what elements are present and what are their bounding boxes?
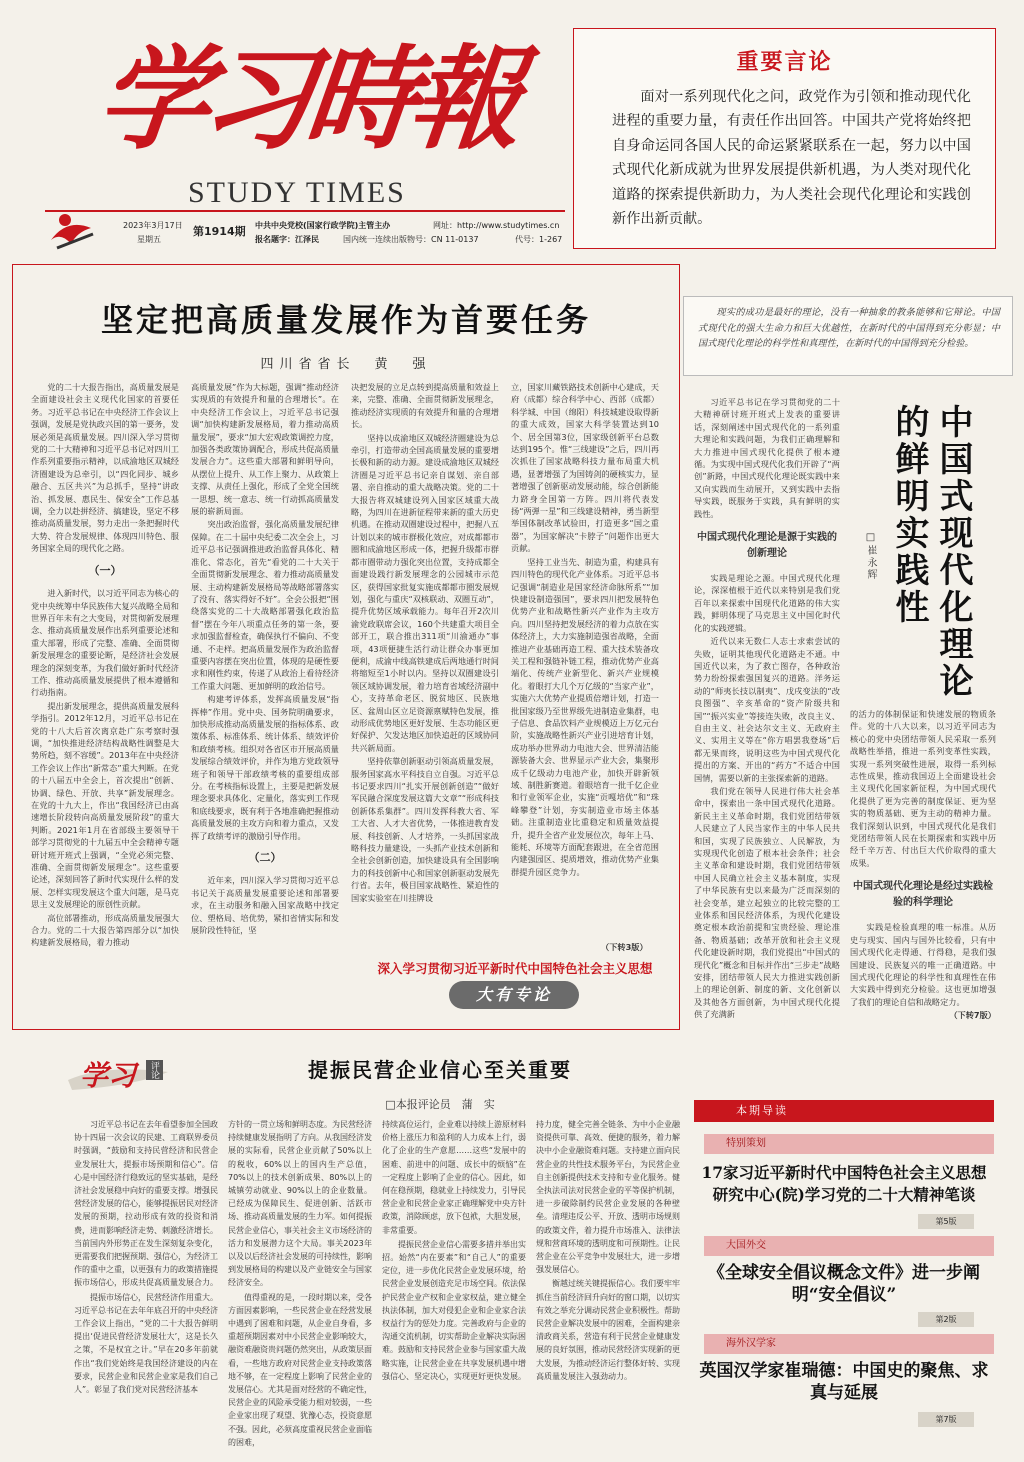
issue-number: 第1914期 bbox=[193, 225, 246, 238]
column-banner: 深入学习贯彻习近平新时代中国特色社会主义思想 bbox=[377, 961, 653, 976]
commentary-title[interactable]: 提振民营企业信心至关重要 bbox=[308, 1058, 572, 1082]
column-tag: 大有专论 bbox=[449, 981, 579, 1009]
paragraph: 方针的一贯立场和鲜明态度。为民营经济持续健康发展指明了方向。从我国经济发展的实际看，民营企业贡献了50%以上的税收，60%以上的国内生产总值，70%以上的技术创新成果、80%以上的城镇劳动就业、90%以上的企业数量。已经成为保障民生、促进创新、活跃市场、推动高质量发展的生力军。如何提振民营企业信心，事关社会主义市场经济的活力和发展潜力这个大局。事关2023年以及以后经济社会发展的可持续性，影响到发展格局的构建以及产业链安全与国家经济安全。 bbox=[228, 1120, 372, 1288]
important-remarks-body: 面对一系列现代化之问，政党作为引领和推动现代化进程的重要力量，有责任作出回答。中国共产党将始终把自身命运同各国人民的命运紧紧联系在一起，努力以中国式现代化新成就为世界发展提供新机遇，为人类对现代化道路的探索提供新助力，为人类社会现代化理论和实践创新作出新贡献。 bbox=[612, 89, 971, 228]
publication-info bbox=[45, 210, 565, 246]
lead-column-2 bbox=[191, 381, 339, 1013]
guide-item-page[interactable]: 第2版 bbox=[918, 1312, 974, 1327]
continued-note: （下转7版） bbox=[949, 1010, 996, 1021]
guide-item-title[interactable]: 《全球安全倡议概念文件》进一步阐明“安全倡议” bbox=[708, 1263, 980, 1305]
paragraph: 的活力的体制保证和快速发展的物质条件。党的十八大以来，以习近平同志为核心的党中央团结带领人民采取一系列战略性举措，推进一系列变革性实践，实现一系列突破性进展，取得一系列标志性成果，推动我国迈上全面建设社会主义现代化国家新征程，为中国式现代化提供了更为完善的制度保证、更为坚实的物质基础、更为主动的精神力量。我们深刻认识到，中国式现代化是我们党团结带领人民在长期探索和实践中历经千辛万苦、付出巨大代价取得的重大成果。 bbox=[850, 709, 996, 868]
paragraph: 坚持以成渝地区双城经济圈建设为总牵引，打造带动全国高质量发展的重要增长极和新的动力源。建设成渝地区双城经济圈是习近平总书记亲自谋划、亲自部署、亲自推动的重大战略决策。党的二十大报告将双城建设列入国家区域重大战略，为四川在进新征程带来新的重大历史机遇。在推动双圈建设过程中，把握八五计划以来的城市群极化效应，对成都都市圈和成渝地区形成一体，把握升级都市群都市圈带动力强化突出位置，支持成都全面建设践行新发展理念的公园城市示范区，获得国家批复实施成都都市圈发展规划，强化与重庆“双核联动、双圈互动”，提升优势区域承载能力。每年召开2次川渝党政联席会议，160个共建重大项目全部开工，联合推出311项“川渝通办”事项，43项便捷生活行动让群众办事更加便利，成渝中线高铁建成后两地通行时间将缩短至1小时以内。坚持以双圈建设引领区域协调发展，着力培育省域经济副中心，支持革命老区、脱贫地区、民族地区、盆周山区立足资源禀赋特色发展，推动形成优势地区更好发展、生态功能区更好保护、欠发达地区加快追赶的区域协同共兴新局面。 bbox=[351, 432, 499, 753]
paragraph: 习近平总书记在学习贯彻党的二十大精神研讨班开班式上发表的重要讲话，深刻阐述中国式现代化的一系列重大理论和实践问题，为我们正确理解和大力推进中国式现代化提供了根本遵循。为实现中国式现代化我们开辟了“两创”新路，中国式现代化理论既实践中来又向实践而生动展开，又到实践中去指导实践，既服务于实践，具有鲜明的实践性。 bbox=[694, 397, 840, 519]
commentary-column-2 bbox=[228, 1118, 372, 1454]
paragraph: 决把发展的立足点转到提高质量和效益上来，完整、准确、全面贯彻新发展理念，推动经济实现质的有效提升和量的合理增长。 bbox=[351, 382, 499, 430]
paragraph: 持力度，健全完善全链条、为中小企业融资提供可靠、高效、便捷的服务，着力解决中小企业融资难问题。支持建立面向民营企业的共性技术服务平台，为民营企业自主创新提供技术支持和专业化服务。健全执法司法对民营企业的平等保护机制，进一步破除制约民营企业发展的各种壁垒。清理违反公平、开放、透明市场规则的政策文件，着力提升市场准入、法律法规和营商环境的透明度和可预期性。让民营企业在公平竞争中发展壮大，进一步增强发展信心。 bbox=[536, 1120, 680, 1275]
guide-item-page[interactable]: 第7版 bbox=[918, 1412, 974, 1427]
website[interactable]: 网址：http://www.studytimes.cn bbox=[433, 221, 560, 230]
paragraph: 突出政治监督，强化高质量发展纪律保障。在二十届中央纪委二次全会上，习近平总书记强调推进政治监督具体化、精准化、常态化，首先“看党的二十大关于全面贯彻新发展理念、着力推动高质量发展、主动构建新发展格局等战略部署落实了没有、落实得好不好”。全会公报把“围绕落实党的二十大战略部署强化政治监督”摆在今年八项重点任务的第一条，要求加强监督检查，确保执行不偏向、不变通、不走样。把高质量发展作为政治监督重要内容摆在突出位置，体现的是硬性要求和刚性约束，传递了从政治上看待经济工作重大问题、更加鲜明的政治信号。 bbox=[191, 519, 339, 691]
issue-date: 2023年3月17日 bbox=[123, 221, 183, 230]
issue-weekday: 星期五 bbox=[137, 235, 161, 244]
paragraph: 衡越过统关键提振信心。我们要牢牢抓住当前经济回升向好的窗口期，以切实有效之举充分调动民营企业积极性。帮助民营企业解决发展中的困难，全面构建亲清政商关系，营造有利于民营企业健康发展的良好氛围，推动民营经济实现新的更大发展，为推动经济运行整体好转、实现高质量发展注入强劲动力。 bbox=[536, 1279, 680, 1381]
lead-article-author: 四川省省长 黄 强 bbox=[260, 357, 432, 372]
feature-quote: 现实的成功是最好的理论，没有一种抽象的教条能够和它辩论。中国式现代化的强大生命力和巨大优越性，在新时代的中国得到充分彰显；中国式现代化理论的科学性和真理性，在新时代的中国得到充分检验。 bbox=[698, 307, 1000, 349]
paragraph: 党的二十大报告指出，高质量发展是全面建设社会主义现代化国家的首要任务。习近平总书记在中央经济工作会议上强调，发展是党执政兴国的第一要务，发展必须是高质量发展。四川深入学习贯彻党的二十大精神和习近平总书记对四川工作系列重要指示精神，以成渝地区双城经济圈建设为总牵引，以“四化同步、城乡融合、五区共兴”为总抓手，坚持“讲政治、抓发展、惠民生、保安全”工作总基调，全力以赴拼经济、搞建设，坚定不移推动高质量发展，努力走出一条把握时代大势、符合发展规律、体现四川特色、服务国家全局的现代化之路。 bbox=[31, 382, 179, 554]
guide-item-title[interactable]: 英国汉学家崔瑞德：中国史的聚焦、求真与延展 bbox=[699, 1361, 989, 1403]
paragraph: 坚持依靠创新驱动引领高质量发展，服务国家高水平科技自立自强。习近平总书记要求四川“扎实开展创新创造”“做好军民融合深度发展这篇大文章”“形成科技创新体系集群”。四川发挥科教大省、军工大省、人才大省优势，一体推进教育发展、科技创新、人才培养，一头抓国家战略科技力量建设，一头抓产业技术创新和全社会创新创造，加快建设具有全国影响力的科技创新中心和国家创新驱动发展先行省。去年，极目国家战略性、紧迫性的国家实验室在川挂牌设 bbox=[351, 756, 499, 903]
important-remarks-box bbox=[573, 28, 996, 249]
commentary-logo-text: 学习 bbox=[80, 1059, 137, 1092]
inscription: 报名题字：江泽民 bbox=[255, 235, 319, 244]
postal-code: 代号：1-267 bbox=[515, 235, 563, 244]
paragraph: 持续高位运行，企业难以持续上游原材料价格上涨压力和盈利的人力成本上行，弱化了企业的生产意愿……这些“发展中的困难、前进中的问题、成长中的烦恼”在一定程度上影响了企业的信心。因此，如何在稳预期，稳就业上持续发力，引导民营企业和民营企业家正确理解党中央方针政策，消除顾虑，放下包袱，大胆发展，非常重要。 bbox=[382, 1120, 526, 1235]
paragraph: 近代以来无数仁人志士求索尝试的失败，证明其他现代化道路走不通。中国近代以来，为了救亡图存，各种政治势力纷纷探索强国复兴的道路。洋务运动的“师夷长技以制夷”、戊戌变法的“改良图强”、辛亥革命的“资产阶级共和国”“振兴实业”等接连失败，改良主义、自由主义、社会达尔文主义、无政府主义、实用主义等在“你方唱罢我登场”后都无果而终，说明这些为中国式现代化提出的方案、开出的“药方”不适合中国国情，需要以新的主张探索新的道路。 bbox=[694, 636, 840, 783]
commentary-logo-tag: 评论 bbox=[146, 1060, 163, 1080]
commentary-author: □本报评论员 蒲 实 bbox=[385, 1098, 495, 1111]
guide-item-label: 大国外交 bbox=[704, 1236, 994, 1256]
feature-subheading: 中国式现代化理论是源于实践的创新理论 bbox=[697, 532, 837, 560]
paragraph: 提出新发展理念，提供高质量发展科学指引。2012年12月，习近平总书记在党的十八大后首次离京赴广东考察时强调，“加快推进经济结构战略性调整是大势所趋，刻不容缓”。2013年在中央经济工作会议上作出“新常态”重大判断。在党的十八届五中全会上，首次提出“创新、协调、绿色、开放、共享”新发展理念。在党的十九大上，作出“我国经济已由高速增长阶段转向高质量发展阶段”的重大判断。2021年1月在省部级主要领导干部学习贯彻党的十九届五中全会精神专题研讨班开班式上强调，“全党必须完整、准确、全面贯彻新发展理念”。这些重要论述，深刻回答了新时代实现什么样的发展、怎样实现发展这个重大问题，是马克思主义发展理论的原创性贡献。 bbox=[31, 700, 179, 910]
paragraph: 高位部署推动，形成高质量发展强大合力。党的二十大报告第四部分以“加快构建新发展格局，着力推动 bbox=[31, 912, 179, 948]
guide-item-title[interactable]: 17家习近平新时代中国特色社会主义思想研究中心(院)学习党的二十大精神笔谈 bbox=[701, 1163, 987, 1204]
feature-subheading: 中国式现代化理论是经过实践检验的科学理论 bbox=[853, 881, 993, 909]
paragraph: 习近平总书记在去年看望参加全国政协十四届一次会议的民建、工商联界委员时强调，“鼓励和支持民营经济和民营企业发展壮大，提振市场预期和信心”。信心是中国经济行稳致远的坚实基础，是经济社会发展稳中向好的重要支撑。增强民营经济发展的信心，能够提振居民对经济发展的预期，拉动形成有效的投资和消费，进而影响经济走势、刺激经济增长。当前国内外形势正在发生深刻复杂变化，更需要我们把握预期、强信心，为经济工作的重中之重，以更强有力的政策措施提振市场信心，形成共促高质量发展合力。 bbox=[74, 1120, 218, 1288]
feature-author: □崔永辉 bbox=[865, 532, 876, 581]
lead-article bbox=[12, 264, 680, 1030]
paragraph: 构建考评体系，发挥高质量发展“指挥棒”作用。党中央、国务院明确要求，加快形成推动高质量发展的指标体系、政策体系、标准体系、统计体系、绩效评价和政绩考核。组织对各省区市开展高质量发展综合绩效评价，并作为地方党政领导班子和领导干部政绩考核的重要组成部分。在考核指标设置上，主要是把新发展理念要求具体化、定量化，落实到工作现和底线要求，既有利于各地准确把握推动高质量发展的主攻方向和着力重点，又发挥了政绩考评的激励引导作用。 bbox=[191, 694, 339, 841]
important-remarks-title: 重要言论 bbox=[736, 49, 833, 75]
paragraph: 坚持工业当先、制造为重，构建具有四川特色的现代化产业体系。习近平总书记强调“制造业是国家经济命脉所系”“加快建设制造强国”，要求四川把发展特色优势产业和战略性新兴产业作为主攻方向。四川坚持把发展经济的着力点放在实体经济上，大力实施制造强省战略，全面推进产业基础再造工程、重大技术装备攻关工程和强链补链工程，推动优势产业高端化、传统产业新型化、新兴产业规模化。着眼打大几个万亿级的“当家产业”，实施六大优势产业提质倍增计划，打造一批国家级乃至世界级先进制造业集群，电子信息、食品饮料产业规模迈上万亿元台阶，实施战略性新兴产业引进培育计划，成功举办世界动力电池大会、世界清洁能源装备大会、世界显示产业大会，集聚形成千亿级动力电池产业，加快开辟新领域、制胜新赛道。着眼培育一批千亿企业和行业领军企业，实施“贡嘎培优”和“珠峰攀登”计划，夯实制造业市场主体基础。注重制造业比重稳定和质量效益提升，提升全省产业发展位次，每年上马、能耗、环境等方面配套跟进，在全省范围内建强园区、提质增效，推动优势产业集群提升园区竞争力。 bbox=[511, 556, 659, 877]
guide-item-label: 海外汉学家 bbox=[704, 1334, 994, 1354]
paragraph: 提振市场信心，民营经济作用重大。习近平总书记在去年年底召开的中央经济工作会议上指出，“党的二十大报告鲜明提出‘促进民营经济发展壮大’，这是长久之策，不是权宜之计。”早在20多年前就作出“我们党始终是我国经济建设的内在要求，民营企业和民营企业家是我们自己人”。彰显了我们党对民营经济基本 bbox=[74, 1292, 218, 1395]
paragraph: 实践是理论之源。中国式现代化理论，深深植根于近代以来特别是我们党百年以来探索中国现代化道路的伟大实践，鲜明体现了马克思主义中国化时代化的实践逻辑。 bbox=[694, 573, 840, 633]
section-heading: （二） bbox=[248, 851, 282, 865]
commentary-column-3 bbox=[382, 1118, 526, 1454]
lead-column-3 bbox=[351, 381, 499, 953]
guide-item-label: 特别策划 bbox=[704, 1134, 994, 1154]
feature-column-2 bbox=[850, 708, 996, 1078]
lead-column-1 bbox=[31, 381, 179, 1013]
feature-column-1 bbox=[694, 396, 840, 1078]
feature-quote-box bbox=[683, 296, 1013, 376]
paragraph: 值得重视的是，一段时期以来，受各方面因素影响，一些民营企业在经营发展中遇到了困难和问题，从企业自身看，多重超预期因素对中小民营企业影响较大，融资难融资贵问题仍然突出，从政策层面看，一些地方政府对民营企业支持政策落地不够，在一定程度上影响了民营企业的发展信心。尤其是面对经营的不确定性，民营企业的风险承受能力相对较弱，一些企业家出现了观望、犹豫心态，投资意愿不强。因此，必须高度重视民营企业面临的困难， bbox=[228, 1292, 372, 1447]
paragraph: 实践是检验真理的唯一标准。从历史与现实、国内与国外比较看，只有中国式现代化走得通、行得稳，是我们强国建设、民族复兴的唯一正确道路。中国式现代化理论的科学性和真理性在伟大实践中得到充分检验。这也更加增强了我们的理论自信和战略定力。 bbox=[850, 922, 996, 1007]
sponsor: 中共中央党校(国家行政学院)主管主办 bbox=[255, 221, 391, 230]
masthead-logo bbox=[91, 30, 521, 180]
paragraph: 我们党在领导人民进行伟大社会革命中，探索出一条中国式现代化道路。新民主主义革命时期，我们党团结带领人民建立了人民当家作主的中华人民共和国，实现了民族独立、人民解放，为实现现代化创造了根本社会条件；社会主义革命和建设时期，我们党团结带领中国人民确立社会主义基本制度，实现了中华民族有史以来最为广泛而深刻的社会变革，建立起独立的比较完整的工业体系和国民经济体系，为现代化建设奠定根本政治前提和宝贵经验、理论准备、物质基础；改革开放和社会主义现代化建设新时期，我们党提出“中国式的现代化”概念和目标并作出“三步走”战略安排，团结带领人民大力推进实践创新上的理论创新、制度的新、文化创新以及其他各方面创新，为中国式现代化提供了充满新 bbox=[694, 785, 840, 1020]
paragraph: 进入新时代，以习近平同志为核心的党中央统筹中华民族伟大复兴战略全局和世界百年未有之大变局，对贯彻新发展理念、推动高质量发展作出系列重要论述和重大部署，形成了完整、准确、全面贯彻新发展理念的重要论断，是经济社会发展理念的深刻变革，为我们做好新时代经济工作、推动高质量发展提供了根本遵循和行动指南。 bbox=[31, 588, 179, 698]
guide-header: 本期导读 bbox=[694, 1100, 994, 1122]
publication-emblem-icon bbox=[47, 210, 107, 252]
paragraph: 立，国家川藏铁路技术创新中心建成，天府（成都）综合科学中心、西部（成都）科学城、中国（绵阳）科技城建设取得新的重大成效，国家大科学装置达到10个、居全国第3位，国家级创新平台总数达到195个。惟“三线建设”之后，四川再次抓住了国家战略科技力量布局重大机遇，显著增强了为国铸剑的硬核实力，显著增强了创新驱动发展动能，综合创新能力跻身全国第一方阵。四川将代表发扬“两弹一星”和三线建设精神，勇当新型举国体制改革试验田，打造更多“国之重器”，为国家解决“卡脖子”问题作出更大贡献。 bbox=[511, 382, 659, 554]
section-heading: （一） bbox=[88, 563, 122, 577]
commentary-column-4 bbox=[536, 1118, 680, 1454]
continued-note: （下转3版） bbox=[601, 942, 648, 952]
lead-column-4 bbox=[511, 381, 659, 949]
commentary-logo bbox=[64, 1050, 176, 1098]
feature-title[interactable]: 中国式现代化理论的鲜明实践性 bbox=[889, 404, 973, 700]
masthead-subtitle: STUDY TIMES bbox=[188, 176, 406, 209]
lead-article-title[interactable]: 坚定把高质量发展作为首要任务 bbox=[100, 301, 591, 339]
paragraph: 提振民营企业信心需要多措并举出实招。始然“内在要素”和“自己人”的重要定位，进一步优化民营企业发展环境，给民营企业发展创造充足市场空间。依法保护民营企业产权和企业家权益，建立健全执法体制，加大对侵犯企业和企业家合法权益行为的惩处力度。完善政府与企业的沟通交流机制，切实帮助企业解决实际困难。鼓励和支持民营企业参与国家重大战略实施，让民营企业在共享发展机遇中增强信心、坚定决心，实现更好更快发展。 bbox=[382, 1239, 526, 1381]
paragraph: 近年来，四川深入学习贯彻习近平总书记关于高质量发展重要论述和部署要求，在主动服务和融入国家战略中找定位、塑格局、培优势，紧扣省情实际和发展阶段性特征，坚 bbox=[191, 875, 339, 936]
guide-item-page[interactable]: 第5版 bbox=[918, 1214, 974, 1229]
paragraph: 高质量发展”作为大标题，强调“推动经济实现质的有效提升和量的合理增长”。在中央经济工作会议上，习近平总书记强调“加快构建新发展格局，着力推动高质量发展”，要求“加大宏观政策调控力度，加强各类政策协调配合，形成共促高质量发展合力”。这些重大部署和鲜明导向，从摆位上提升、从工作上聚力、从政策上支撑、从责任上强化，形成了全党全国统一思想、统一意志、统一行动抓高质量发展的崭新局面。 bbox=[191, 382, 339, 517]
commentary-column-1 bbox=[74, 1118, 218, 1454]
masthead-title: 学习時報 bbox=[91, 34, 521, 165]
cn-number: 国内统一连续出版物号：CN 11-0137 bbox=[343, 235, 479, 244]
